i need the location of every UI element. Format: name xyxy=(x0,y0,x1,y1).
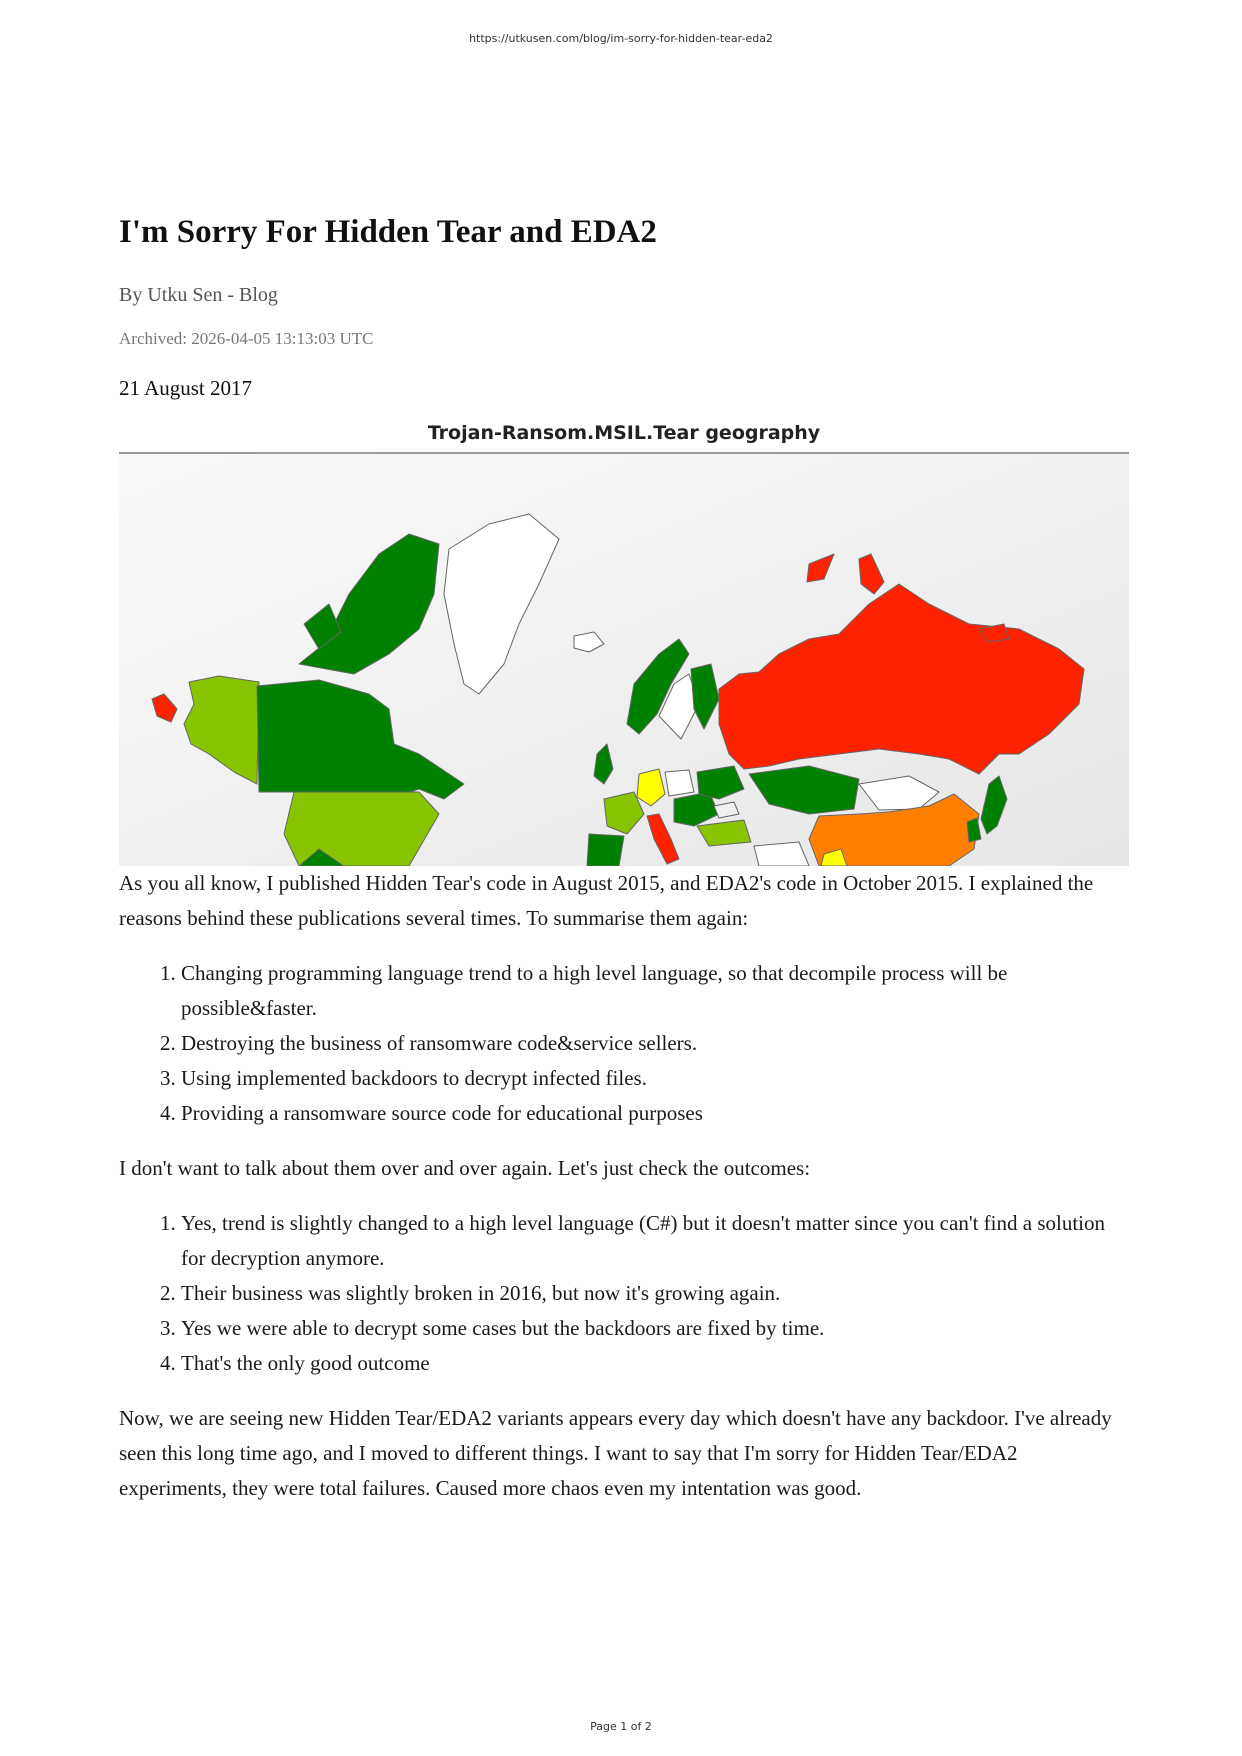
outcome-item-1: 1. Yes, trend is slightly changed to a high level language (C#) but it doesn't matter since you can't find a solution for decryption anymore. xyxy=(181,1206,1129,1276)
region-iberia xyxy=(587,834,624,866)
geography-figure xyxy=(119,420,1129,866)
reason-item-4: 4. Providing a ransomware source code for educational purposes xyxy=(181,1096,1129,1131)
article-byline: By Utku Sen - Blog xyxy=(119,284,278,306)
figure-title: Trojan-Ransom.MSIL.Tear geography xyxy=(427,422,821,444)
transition-paragraph: I don't want to talk about them over and over again. Let's just check the outcomes: xyxy=(119,1156,811,1180)
intro-paragraph: As you all know, I published Hidden Tear's code in August 2015, and EDA2's code in October 2015. I explained the reasons behind these publications several times. To summarise them again: xyxy=(119,871,1094,930)
page-number: Page 1 of 2 xyxy=(590,1720,652,1733)
region-iran xyxy=(754,842,809,866)
region-usa xyxy=(284,792,439,866)
outcome-item-4: 4. That's the only good outcome xyxy=(181,1346,1129,1381)
conclusion-paragraph: Now, we are seeing new Hidden Tear/EDA2 variants appears every day which doesn't have any backdoor. I've already seen this long time ago, and I moved to different things. I want to say that I'm sorry for Hidden Tear/EDA2 experiments, they were total failures. Caused more chaos even my intentation was good. xyxy=(119,1406,1112,1500)
reason-item-2: 2. Destroying the business of ransomware code&service sellers. xyxy=(181,1026,1129,1061)
region-poland xyxy=(665,770,694,796)
world-map xyxy=(119,452,1129,866)
world-map-image xyxy=(119,454,1129,866)
outcome-item-3: 3. Yes we were able to decrypt some cases but the backdoors are fixed by time. xyxy=(181,1311,1129,1346)
post-date: 21 August 2017 xyxy=(119,376,253,400)
reason-item-1: 1. Changing programming language trend to a high level language, so that decompile process will be possible&faster. xyxy=(181,956,1129,1026)
page-url: https://utkusen.com/blog/im-sorry-for-hidden-tear-eda2 xyxy=(469,32,773,45)
article-title: I'm Sorry For Hidden Tear and EDA2 xyxy=(119,214,657,250)
reason-item-3: 3. Using implemented backdoors to decrypt infected files. xyxy=(181,1061,1129,1096)
archived-timestamp: Archived: 2026-04-05 13:13:03 UTC xyxy=(119,329,374,348)
outcome-item-2: 2. Their business was slightly broken in 2016, but now it's growing again. xyxy=(181,1276,1129,1311)
article xyxy=(119,210,1129,1506)
reasons-list xyxy=(119,956,1129,1131)
outcomes-list xyxy=(119,1206,1129,1381)
